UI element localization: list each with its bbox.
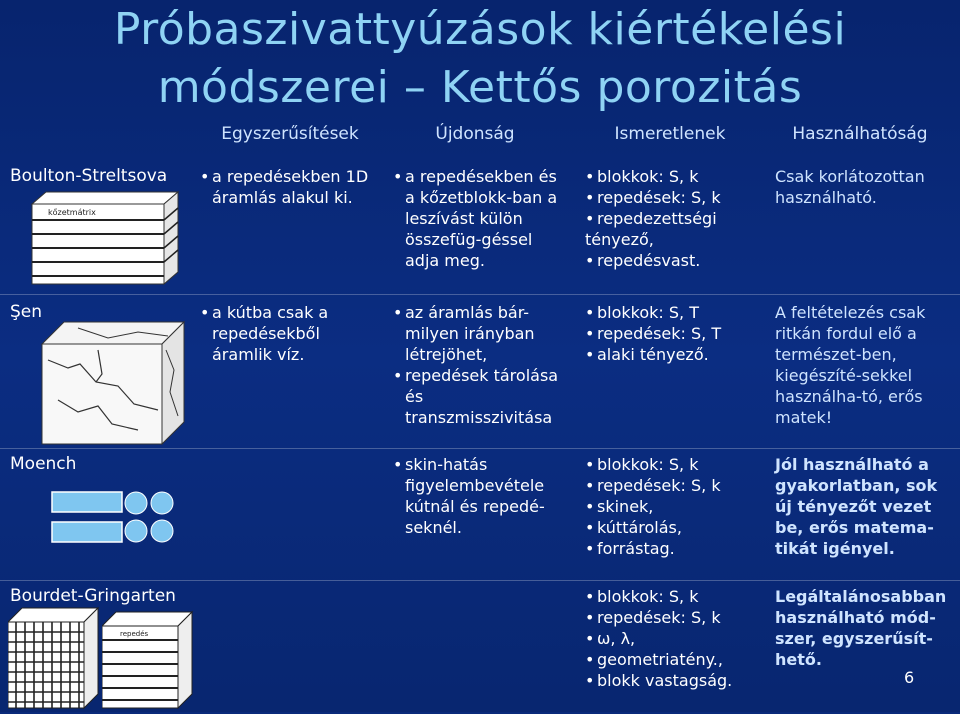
grid-block-illustration (8, 606, 100, 714)
list-item: • a repedésekben és a kőzetblokk-ban a leszívást külön összefüg-géssel adja meg. (393, 166, 563, 271)
list-item: • repedések: S, k (585, 187, 765, 208)
layered-block-illustration (30, 190, 180, 292)
column-header-novelty: Újdonság (435, 124, 515, 144)
row-name-boulton-streltsova: Boulton-Streltsova (10, 166, 168, 186)
column-header-unknowns: Ismeretlenek (614, 124, 726, 144)
fractured-block-illustration (38, 320, 188, 450)
boulton-novelty (393, 166, 563, 271)
row-divider (0, 294, 960, 295)
slide-title-line2: módszerei – Kettős porozitás (157, 62, 803, 113)
list-item: • repedések: S, k (585, 475, 765, 496)
moench-unknowns (585, 454, 765, 559)
list-item: • ω, λ, (585, 628, 765, 649)
list-item: • skin-hatás figyelembevétele kútnál és repedé-seknél. (393, 454, 565, 538)
bourdet-unknowns (585, 586, 765, 691)
list-item: • blokkok: S, k (585, 166, 765, 187)
row-name-bourdet-gringarten: Bourdet-Gringarten (10, 586, 176, 606)
list-item: • az áramlás bár-milyen irányban létrejöhet, (393, 302, 565, 365)
illustration-label-fracture: repedés (120, 630, 149, 638)
list-item: • repedezettségi (585, 208, 765, 229)
sen-unknowns (585, 302, 765, 365)
slide-title-line1: Próbaszivattyúzások kiértékelési (113, 4, 847, 55)
row-divider (0, 580, 960, 581)
list-item: • a kútba csak a repedésekből áramlik víz. (200, 302, 375, 365)
list-item: • skinek, (585, 496, 765, 517)
list-item: • forrástag. (585, 538, 765, 559)
sen-simplifications (200, 302, 375, 365)
list-item: tényező, (585, 230, 654, 249)
row-name-sen: Şen (10, 302, 43, 322)
layered-block-illustration-2 (102, 610, 194, 714)
bourdet-usability: Legáltalánosabban használható mód-szer, egyszerűsít-hető. (775, 587, 947, 669)
sen-usability: A feltételezés csak ritkán fordul elő a természet-ben, kiegészíté-sekkel használha-tó, erős matek! (775, 303, 926, 427)
boulton-simplifications (200, 166, 375, 208)
boulton-usability: Csak korlátozottan használható. (775, 167, 925, 207)
list-item: • geometriatény., (585, 649, 765, 670)
list-item: • blokkok: S, T (585, 302, 765, 323)
list-item: • blokkok: S, k (585, 454, 765, 475)
list-item: • repedések: S, T (585, 323, 765, 344)
list-item: • repedések tárolása és transzmisszivitása (393, 365, 565, 428)
slab-and-sphere-illustration (50, 490, 180, 550)
list-item: • blokk vastagság. (585, 670, 765, 691)
list-item: • blokkok: S, k (585, 586, 765, 607)
illustration-label-matrix: kőzetmátrix (48, 208, 96, 217)
moench-usability: Jól használható a gyakorlatban, sok új tényezőt vezet be, erős matema-tikát igényel. (775, 455, 938, 558)
sen-novelty (393, 302, 565, 428)
row-name-moench: Moench (10, 454, 77, 474)
row-divider (0, 448, 960, 449)
list-item: • alaki tényező. (585, 344, 765, 365)
boulton-unknowns (585, 166, 765, 271)
list-item: • repedésvast. (585, 250, 765, 271)
list-item: • a repedésekben 1D áramlás alakul ki. (200, 166, 375, 208)
list-item: • repedések: S, k (585, 607, 765, 628)
page-number: 6 (904, 668, 915, 687)
column-header-simplifications: Egyszerűsítések (221, 124, 359, 144)
moench-novelty (393, 454, 565, 538)
column-header-usability: Használhatóság (792, 124, 928, 144)
list-item: • kúttárolás, (585, 517, 765, 538)
